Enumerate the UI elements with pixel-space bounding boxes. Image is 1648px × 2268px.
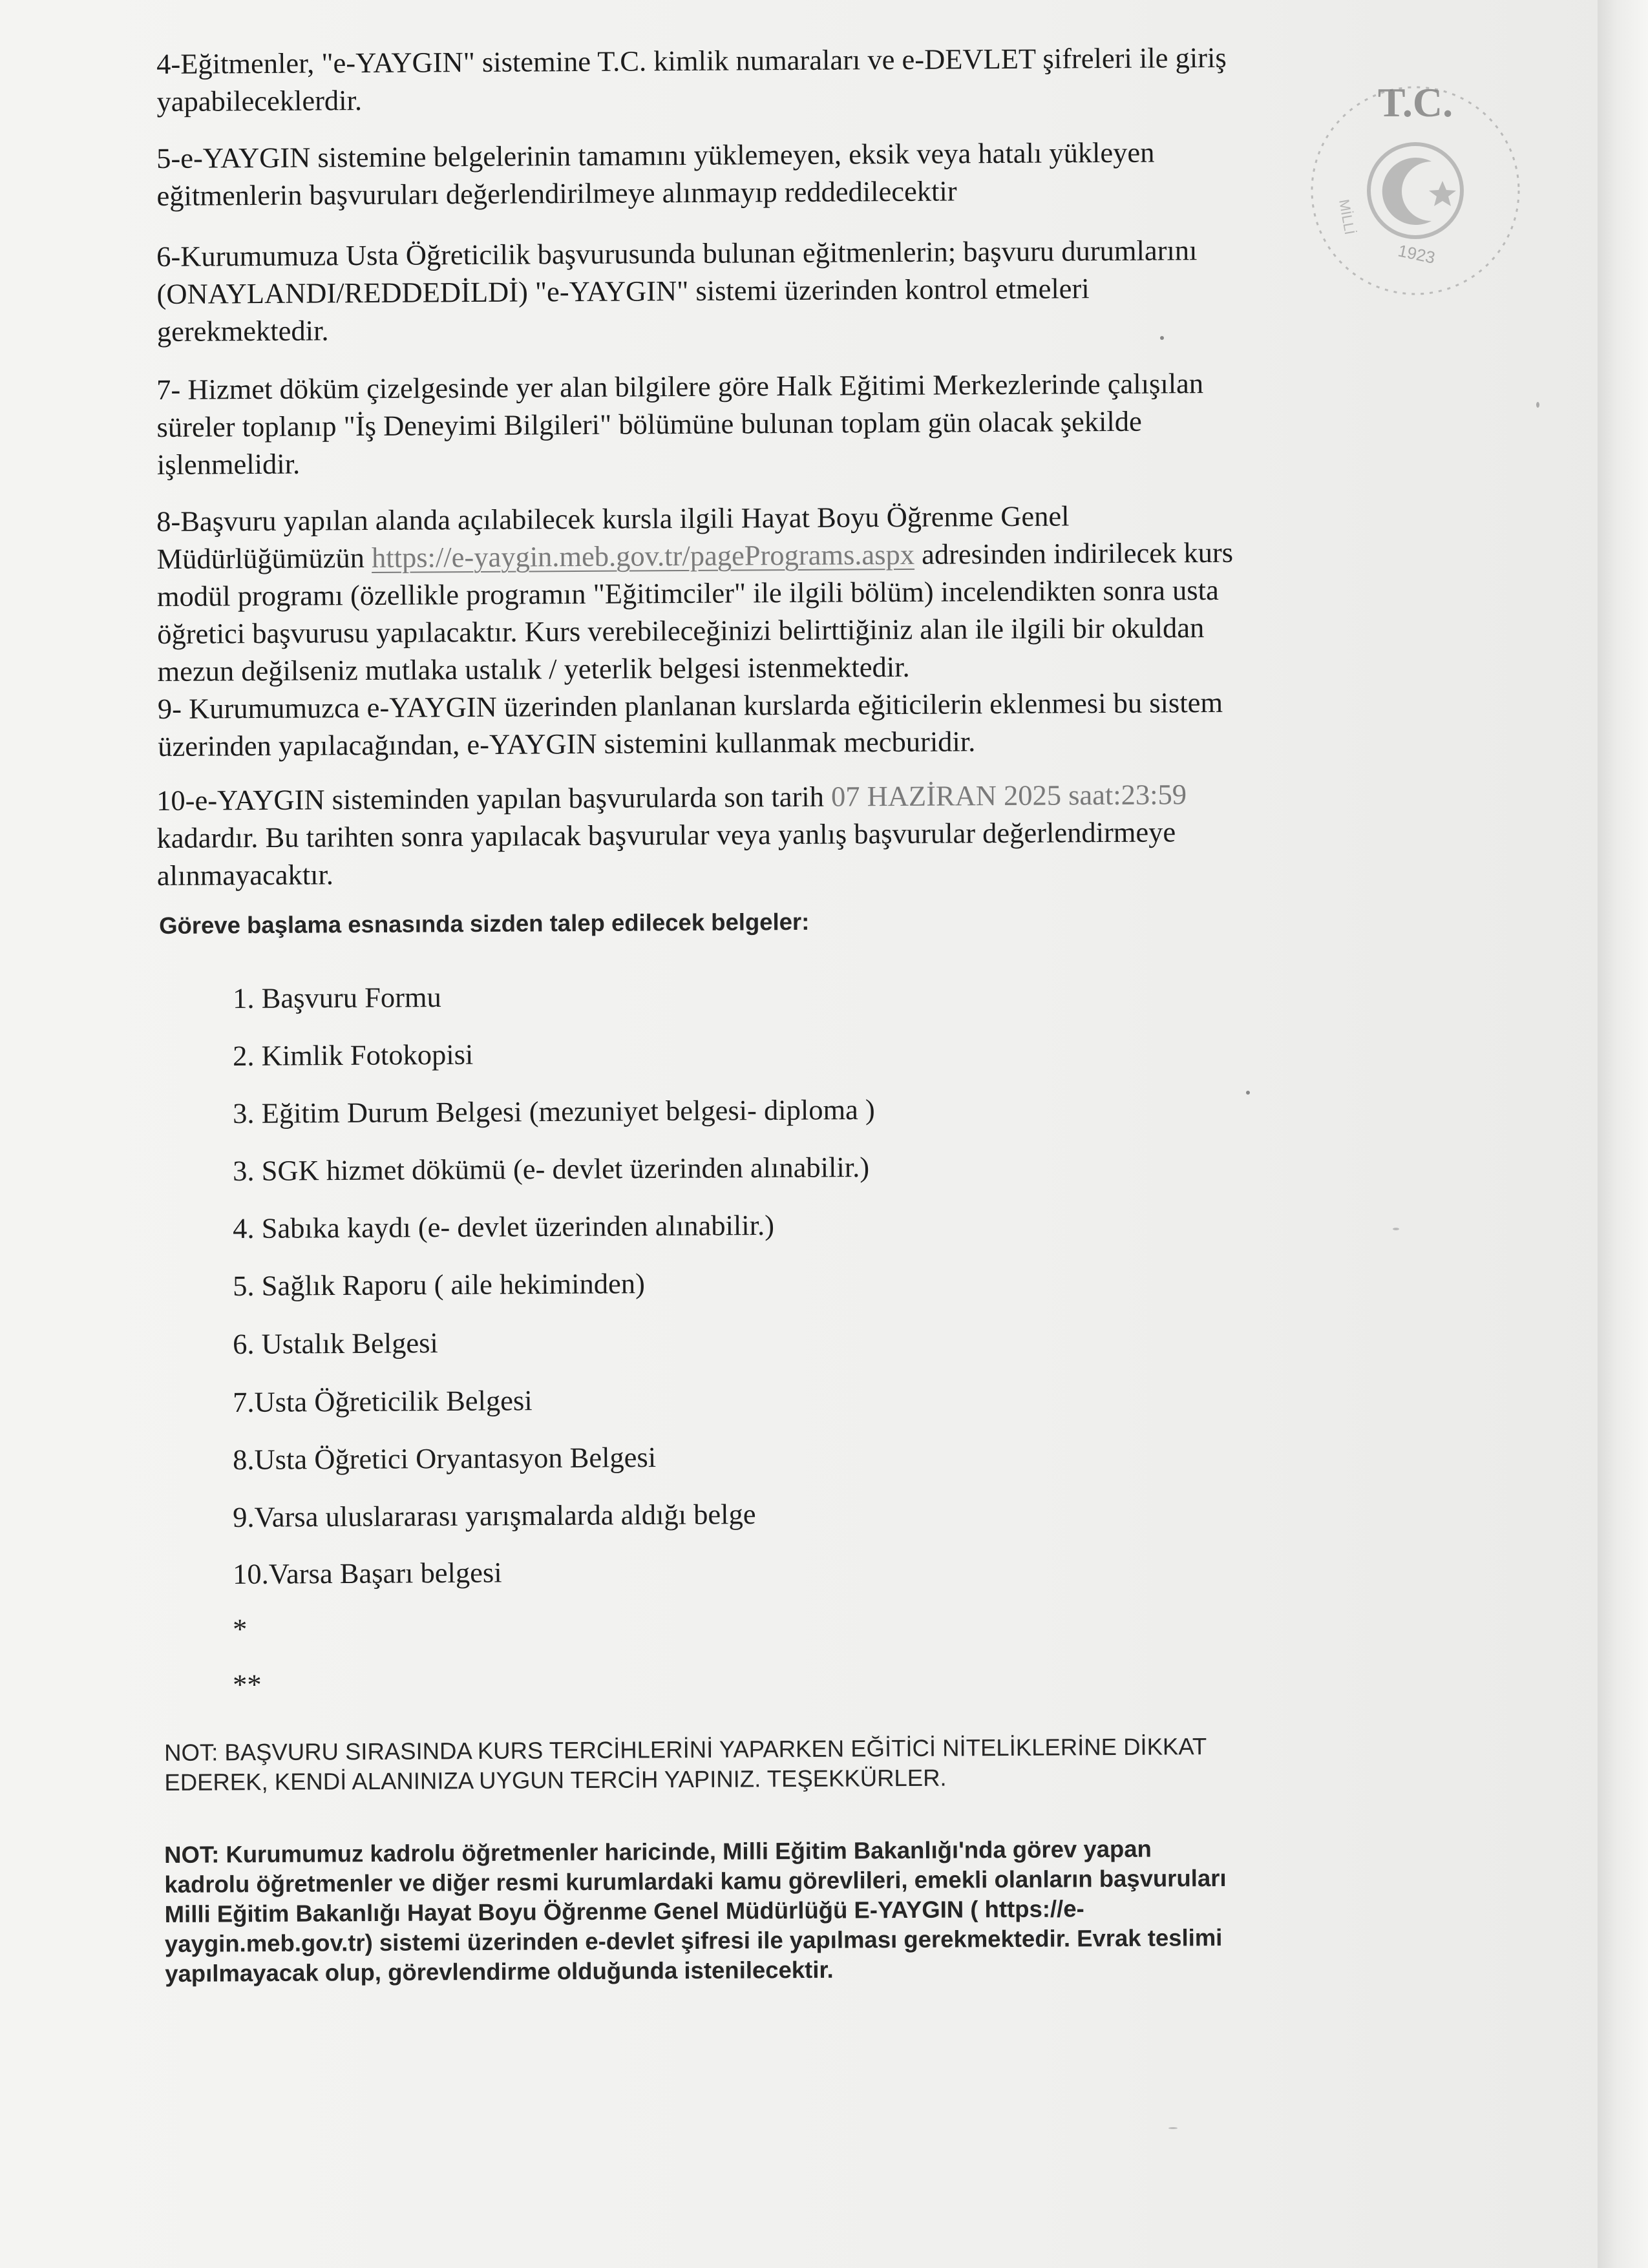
document-item: 3. Eğitim Durum Belgesi (mezuniyet belgesi- diploma ) bbox=[233, 1093, 875, 1129]
paragraph-line: işlenmelidir. bbox=[156, 447, 301, 481]
paragraph-line: 4-Eğitmenler, "e-YAYGIN" sistemine T.C. kimlik numaraları ve e-DEVLET şifreleri ile giriş bbox=[156, 41, 1227, 80]
text-span: adresinden indirilecek kurs bbox=[914, 536, 1234, 571]
paragraph-line: gerekmektedir. bbox=[156, 314, 329, 348]
document-item: 8.Usta Öğretici Oryantasyon Belgesi bbox=[233, 1440, 657, 1476]
paragraph-line: yapabileceklerdir. bbox=[156, 84, 363, 118]
text-span: 10-e-YAYGIN sisteminden yapılan başvurularda son tarih bbox=[156, 780, 832, 817]
page-edge-shadow bbox=[1598, 0, 1648, 2268]
note-application-rules bbox=[164, 1833, 1380, 1989]
programs-link[interactable]: https://e-yaygin.meb.gov.tr/pagePrograms.aspx bbox=[371, 538, 915, 574]
paragraph-line: eğitmenlerin başvuruları değerlendirilmeye alınmayıp reddedilecektir bbox=[156, 174, 957, 212]
paragraph-4 bbox=[156, 38, 1372, 120]
deadline-time: saat:23:59 bbox=[1061, 778, 1187, 812]
crescent-icon bbox=[1382, 158, 1431, 225]
scan-speck bbox=[1168, 2127, 1178, 2129]
scan-speck bbox=[1246, 1091, 1250, 1095]
document-item: 5. Sağlık Raporu ( aile hekiminden) bbox=[233, 1267, 646, 1302]
text-span: Müdürlüğümüzün bbox=[156, 541, 372, 575]
note-line: EDEREK, KENDİ ALANINIZA UYGUN TERCİH YAPINIZ. TEŞEKKÜRLER. bbox=[164, 1764, 947, 1796]
star-icon bbox=[1429, 181, 1456, 206]
paragraph-5 bbox=[156, 132, 1372, 215]
note-line: NOT: BAŞVURU SIRASINDA KURS TERCİHLERİNİ YAPARKEN EĞİTİCİ NİTELİKLERİNE DİKKAT bbox=[164, 1733, 1207, 1766]
note-line: Milli Eğitim Bakanlığı Hayat Boyu Öğrenme Genel Müdürlüğü E-YAYGIN ( https://e- bbox=[164, 1895, 1084, 1927]
document-item: 3. SGK hizmet dökümü (e- devlet üzerinden alınabilir.) bbox=[233, 1150, 870, 1187]
official-stamp bbox=[1293, 52, 1538, 330]
paragraph-line: 6-Kurumumuza Usta Öğreticilik başvurusunda bulunan eğitmenlerin; başvuru durumlarını bbox=[156, 234, 1198, 273]
note-line: NOT: Kurumumuz kadrolu öğretmenler haricinde, Milli Eğitim Bakanlığı'nda görev yapan bbox=[164, 1835, 1152, 1868]
paragraph-line: alınmayacaktır. bbox=[156, 858, 334, 892]
document-item: 10.Varsa Başarı belgesi bbox=[233, 1556, 502, 1590]
paragraph-line: üzerinden yapılacağından, e-YAYGIN sistemini kullanmak mecburidir. bbox=[158, 725, 976, 762]
document-item: 9.Varsa uluslararası yarışmalarda aldığı belge bbox=[233, 1498, 756, 1533]
note-line: yaygin.meb.gov.tr) sistemi üzerinden e-devlet şifresi ile yapılması gerekmektedir. Evrak teslimi bbox=[164, 1924, 1223, 1957]
document-item: 7.Usta Öğreticilik Belgesi bbox=[233, 1384, 533, 1418]
paragraph-line: modül programı (özellikle programın "Eğitimciler" ile ilgili bölüm) incelendikten sonra usta bbox=[156, 573, 1219, 613]
document-item: ** bbox=[233, 1668, 262, 1701]
stamp-title: T.C. bbox=[1377, 79, 1453, 125]
document-item: * bbox=[233, 1612, 248, 1645]
deadline-date: 07 HAZİRAN 2025 bbox=[830, 779, 1062, 813]
paragraph-line: (ONAYLANDI/REDDEDİLDİ) "e-YAYGIN" sistemi üzerinden kontrol etmeleri bbox=[156, 272, 1090, 310]
paragraph-line: 5-e-YAYGIN sistemine belgelerinin tamamını yüklemeyen, eksik veya hatalı yükleyen bbox=[156, 136, 1155, 174]
note-line: kadrolu öğretmenler ve diğer resmi kurumlardaki kamu görevlileri, emekli olanların başvuruları bbox=[164, 1864, 1227, 1898]
paragraph-line: süreler toplanıp "İş Deneyimi Bilgileri" bölümüne bulunan toplam gün olacak şekilde bbox=[156, 404, 1142, 443]
paragraph-8 bbox=[156, 496, 1373, 765]
scan-speck bbox=[1393, 1228, 1399, 1230]
documents-heading: Göreve başlama esnasında sizden talep edilecek belgeler: bbox=[159, 908, 810, 939]
stamp-year: 1923 bbox=[1396, 240, 1437, 268]
document-item: 2. Kimlik Fotokopisi bbox=[233, 1038, 474, 1072]
paragraph-line: öğretici başvurusu yapılacaktır. Kurs verebileceğinizi belirttiğiniz alan ile ilgili bir okuldan bbox=[157, 611, 1205, 650]
note-course-preferences bbox=[164, 1731, 1380, 1798]
paragraph-7 bbox=[156, 364, 1372, 483]
paragraph-line: 7- Hizmet döküm çizelgesinde yer alan bilgilere göre Halk Eğitimi Merkezlerinde çalışılan bbox=[156, 367, 1204, 406]
paragraph-6 bbox=[156, 231, 1372, 350]
document-item: 6. Ustalık Belgesi bbox=[233, 1327, 438, 1360]
note-line: yapılmayacak olup, görevlendirme olduğunda istenilecektir. bbox=[165, 1956, 834, 1987]
paragraph-line: kadardır. Bu tarihten sonra yapılacak başvurular veya yanlış başvurular değerlendirmeye bbox=[156, 815, 1176, 854]
document-item: 1. Başvuru Formu bbox=[233, 981, 441, 1014]
paragraph-10 bbox=[156, 775, 1372, 894]
scan-speck bbox=[1536, 402, 1539, 408]
paragraph-line: mezun değilseniz mutlaka ustalık / yeterlik belgesi istenmektedir. bbox=[157, 650, 910, 688]
document-item: 4. Sabıka kaydı (e- devlet üzerinden alınabilir.) bbox=[233, 1208, 775, 1244]
stamp-arc-text: MİLLİ bbox=[1336, 198, 1358, 236]
paragraph-line: 9- Kurumumuzca e-YAYGIN üzerinden planlanan kurslarda eğiticilerin eklenmesi bu sistem bbox=[157, 686, 1223, 725]
scan-speck bbox=[1160, 336, 1164, 340]
paragraph-line: 8-Başvuru yapılan alanda açılabilecek kursla ilgili Hayat Boyu Öğrenme Genel bbox=[156, 499, 1070, 538]
